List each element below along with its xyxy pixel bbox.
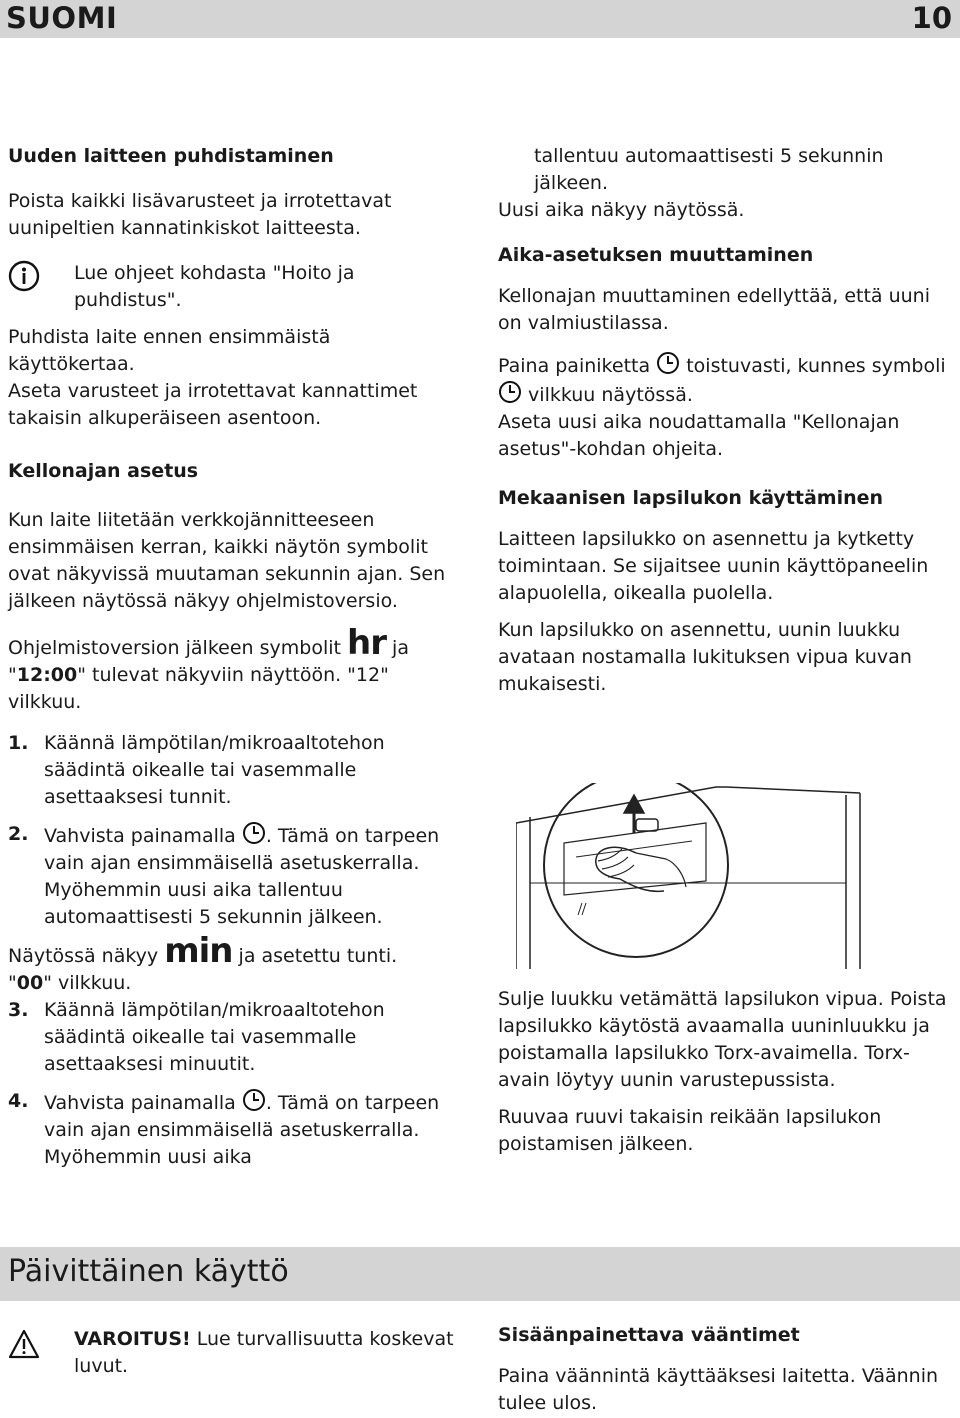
step-number: 2. (8, 823, 29, 845)
warning-icon (8, 1328, 40, 1360)
clock-paragraph-1: Kun laite liitetään verkkojännitteeseen ensimmäisen kerran, kaikki näytön symbolit ovat näkyvissä muutaman sekunnin ajan. Sen jälkeen näytössä näkyy ohjelmistoversio. (8, 509, 446, 612)
clock-icon (242, 821, 266, 845)
min-symbol: min (164, 931, 233, 971)
step-2: 2. Vahvista painamalla . Tämä on tarpeen vain ajan ensimmäisellä asetuskerralla. Myöhemmin uusi aika tallentuu automaattisesti 5 sekunnin jälkeen. (8, 821, 448, 931)
section-title-child-lock: Mekaanisen lapsilukon käyttäminen (498, 487, 884, 509)
info-icon (8, 260, 40, 292)
continued-text-2: Uusi aika näkyy näytössä. (498, 199, 745, 221)
info-note-text: Lue ohjeet kohdasta "Hoito ja puhdistus". (74, 262, 355, 311)
knobs-text: Paina väännintä käyttääksesi laitetta. Väännin tulee ulos. (498, 1365, 939, 1414)
section-title-change-time: Aika-asetuksen muuttaminen (498, 244, 814, 266)
daily-use-title: Päivittäinen käyttö (8, 1254, 289, 1289)
info-note (8, 260, 448, 314)
section-title-clock: Kellonajan asetus (8, 460, 199, 482)
change-paragraph-3: Aseta uusi aika noudattamalla "Kellonajan asetus"-kohdan ohjeita. (498, 411, 900, 460)
left-column (8, 143, 448, 1171)
step-number: 1. (8, 732, 29, 754)
page-header (0, 0, 960, 38)
cleaning-paragraph-1: Poista kaikki lisävarusteet ja irrotettavat uunipeltien kannatinkiskot laitteesta. (8, 190, 392, 239)
step-number: 3. (8, 999, 29, 1021)
right-column-lower (498, 986, 948, 1158)
clock-paragraph-2: Ohjelmistoversion jälkeen symbolit hr ja "12:00" tulevat näkyviin näyttöön. "12" vilkkuu. (8, 623, 409, 713)
step-1 (8, 730, 448, 811)
change-paragraph-1: Kellonajan muuttaminen edellyttää, että uuni on valmiustilassa. (498, 285, 930, 334)
clock-icon (498, 380, 522, 404)
change-paragraph-2: Paina painiketta toistuvasti, kunnes symboli vilkkuu näytössä. (498, 351, 948, 409)
lock-paragraph-3: Sulje luukku vetämättä lapsilukon vipua. Poista lapsilukko käytöstä avaamalla uuninluukku ja poistamalla lapsilukko Torx-avaimella. Torx-avain löytyy uunin varustepussista. (498, 988, 947, 1091)
section-title-cleaning: Uuden laitteen puhdistaminen (8, 145, 334, 167)
step-4: 4. Vahvista painamalla . Tämä on tarpeen vain ajan ensimmäisellä asetuskerralla. Myöhemmin uusi aika (8, 1088, 448, 1171)
lock-paragraph-2: Kun lapsilukko on asennettu, uunin luukku avataan nostamalla lukituksen vipua kuvan mukaisesti. (498, 619, 912, 695)
warning-note (8, 1326, 458, 1380)
step-text: Käännä lämpötilan/mikroaaltotehon säädintä oikealle tai vasemmalle asettaaksesi tunnit. (44, 732, 385, 808)
right-column (498, 143, 948, 698)
clock-icon (656, 351, 680, 375)
child-lock-illustration (516, 783, 956, 969)
section-title-knobs: Sisäänpainettava vääntimet (498, 1324, 800, 1346)
warning-label: VAROITUS! (74, 1328, 191, 1350)
clock-icon (242, 1088, 266, 1112)
lock-paragraph-1: Laitteen lapsilukko on asennettu ja kytketty toimintaan. Se sijaitsee uunin käyttöpaneelin alapuolella, oikealla puolella. (498, 528, 929, 604)
language-label: SUOMI (6, 1, 118, 35)
step-text: Käännä lämpötilan/mikroaaltotehon säädintä oikealle tai vasemmalle asettaaksesi minuutit. (44, 999, 385, 1075)
step-number: 4. (8, 1090, 29, 1112)
cleaning-paragraph-2: Puhdista laite ennen ensimmäistä käyttökertaa. (8, 326, 331, 375)
continued-text: tallentuu automaattisesti 5 sekunnin jälkeen. (534, 145, 884, 194)
hr-symbol: hr (347, 623, 386, 663)
page-number: 10 (911, 1, 952, 35)
daily-use-heading-bar (0, 1247, 960, 1301)
lock-paragraph-4: Ruuvaa ruuvi takaisin reikään lapsilukon poistamisen jälkeen. (498, 1106, 882, 1155)
cleaning-paragraph-3: Aseta varusteet ja irrotettavat kannattimet takaisin alkuperäiseen asentoon. (8, 380, 418, 429)
step-3 (8, 997, 448, 1078)
clock-paragraph-3: Näytössä näkyy min ja asetettu tunti. "00" vilkkuu. (8, 931, 398, 994)
warning-text: Lue turvallisuutta koskevat luvut. (74, 1328, 454, 1377)
knobs-section (498, 1322, 948, 1417)
